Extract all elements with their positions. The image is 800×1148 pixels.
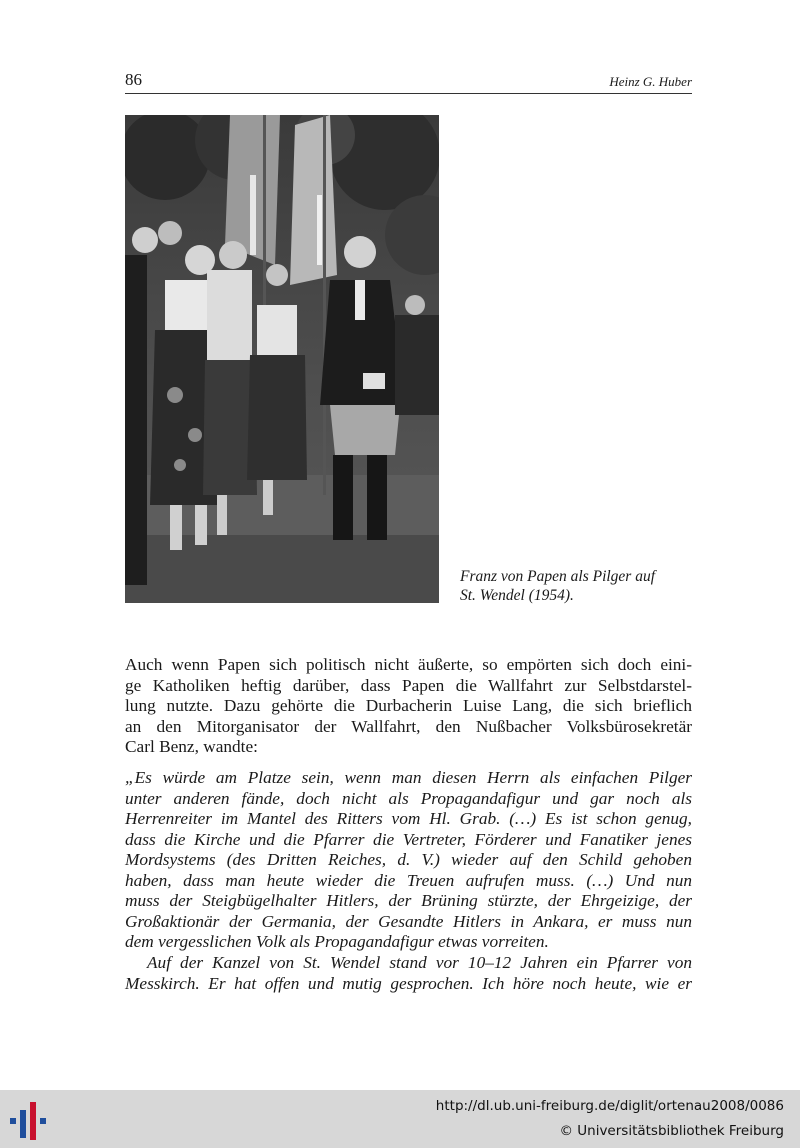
quote-line: dem vergesslichen Volk als Propagandafigur etwas vorreiten. xyxy=(125,932,549,951)
text-line: an den Mitorganisator der Wallfahrt, den Nußbacher Volksbürosekretär xyxy=(125,716,692,736)
quote-line: haben, dass man heute wieder die Treuen aufrufen muss. (…) Und nun xyxy=(125,870,692,890)
quote-line: Messkirch. Er hat offen und mutig gesprochen. Ich höre noch heute, wie er xyxy=(125,973,692,993)
text-line: Carl Benz, wandte: xyxy=(125,737,258,756)
figure-caption xyxy=(460,567,700,605)
quote-line: muss der Steigbügelhalter Hitlers, der Brüning stürzte, der Ehrgeizige, der xyxy=(125,891,692,910)
caption-line: Franz von Papen als Pilger auf xyxy=(460,568,656,585)
photograph xyxy=(125,115,439,603)
quote-line: dass die Kirche und die Pfarrer die Vertreter, Förderer und Fanatiker jenes xyxy=(125,829,692,849)
running-head: Heinz G. Huber xyxy=(609,74,692,89)
paragraph-1 xyxy=(125,655,692,758)
quotation-continued xyxy=(125,953,692,994)
document-url-link[interactable]: http://dl.ub.uni-freiburg.de/diglit/ortenau2008/0086 xyxy=(435,1098,784,1114)
text-line: Auch wenn Papen sich politisch nicht äußerte, so empörten sich doch eini- xyxy=(125,655,692,674)
quote-line: Mordsystems (des Dritten Reiches, d. V.) wieder auf den Schild gehoben xyxy=(125,850,692,869)
quote-line: Auf der Kanzel von St. Wendel stand vor 10–12 Jahren ein Pfarrer von xyxy=(147,953,692,972)
quote-line: Herrenreiter im Mantel des Ritters vom Hl. Grab. (…) Es ist schon genug, xyxy=(125,809,692,828)
text-line: lung nutzte. Dazu gehörte die Durbacherin Luise Lang, die sich brieflich xyxy=(125,696,692,715)
quote-line: „Es würde am Platze sein, wenn man diesen Herrn als einfachen Pilger xyxy=(125,768,692,787)
copyright-notice: © Universitätsbibliothek Freiburg xyxy=(559,1123,784,1139)
quote-line: unter anderen fände, doch nicht als Propagandafigur und gar noch als xyxy=(125,788,692,808)
page-number: 86 xyxy=(125,70,142,89)
caption-line: St. Wendel (1954). xyxy=(460,587,574,604)
library-logo-icon[interactable] xyxy=(10,1100,50,1142)
quote-line: Großaktionär der Germania, der Gesandte Hitlers in Ankara, er muss nun xyxy=(125,911,692,931)
text-line: ge Katholiken heftig darüber, dass Papen die Wallfahrt zur Selbstdarstel- xyxy=(125,675,692,695)
header-rule xyxy=(125,93,692,94)
quotation xyxy=(125,768,692,953)
